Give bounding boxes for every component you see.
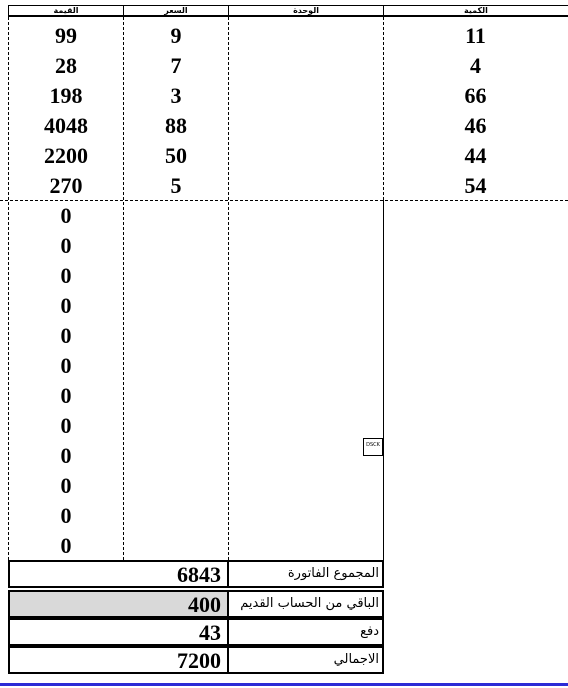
row-price: 3: [170, 83, 182, 108]
totals-row-grand-total: [8, 646, 384, 674]
row-price: 88: [165, 113, 187, 138]
row-value: 0: [60, 353, 72, 378]
row-qty: 4: [470, 53, 481, 78]
row-value: 28: [55, 53, 77, 78]
invoice-total-value: 6843: [8, 560, 227, 588]
row-price: 50: [165, 143, 187, 168]
totals-row-previous-balance: [8, 590, 384, 618]
row-value: 198: [49, 83, 83, 108]
small-embedded-box[interactable]: DSCK: [363, 438, 383, 456]
totals-row-invoice-total: [8, 560, 384, 588]
row-value: 0: [60, 293, 72, 318]
row-value: 0: [60, 203, 72, 228]
row-value: 0: [60, 443, 72, 468]
row-value: 99: [55, 23, 77, 48]
row-value: 2200: [44, 143, 88, 168]
header-qty: الكمية: [383, 5, 568, 17]
grand-total-label: الاجمالي: [227, 646, 384, 674]
row-qty: 66: [464, 83, 487, 108]
previous-balance-value: 400: [8, 590, 227, 618]
header-price: السعر: [123, 5, 229, 17]
grand-total-value: 7200: [8, 646, 227, 674]
row-value: 0: [60, 533, 72, 558]
row-value: 0: [60, 473, 72, 498]
header-unit: الوحدة: [228, 5, 384, 17]
row-value: 0: [60, 233, 72, 258]
row-price: 7: [170, 53, 182, 78]
invoice-total-label: المجموع الفاتورة: [227, 560, 384, 588]
row-qty: 11: [465, 23, 486, 48]
row-value: 4048: [44, 113, 88, 138]
row-value: 270: [49, 173, 83, 198]
row-qty: 44: [464, 143, 487, 168]
bottom-page-rule: [0, 683, 568, 686]
previous-balance-label: الباقي من الحساب القديم: [227, 590, 384, 618]
row-value: 0: [60, 323, 72, 348]
paid-label: دفع: [227, 618, 384, 646]
header-value: القيمة: [8, 5, 124, 17]
row-price: 9: [170, 23, 182, 48]
row-qty: 46: [464, 113, 487, 138]
col-sep-qty-lower: [383, 200, 384, 560]
row-value: 0: [60, 383, 72, 408]
totals-row-paid: [8, 618, 384, 646]
row-qty: 54: [464, 173, 487, 198]
row-value: 0: [60, 503, 72, 528]
paid-value: 43: [8, 618, 227, 646]
row-price: 5: [170, 173, 182, 198]
row-value: 0: [60, 263, 72, 288]
row-value: 0: [60, 413, 72, 438]
